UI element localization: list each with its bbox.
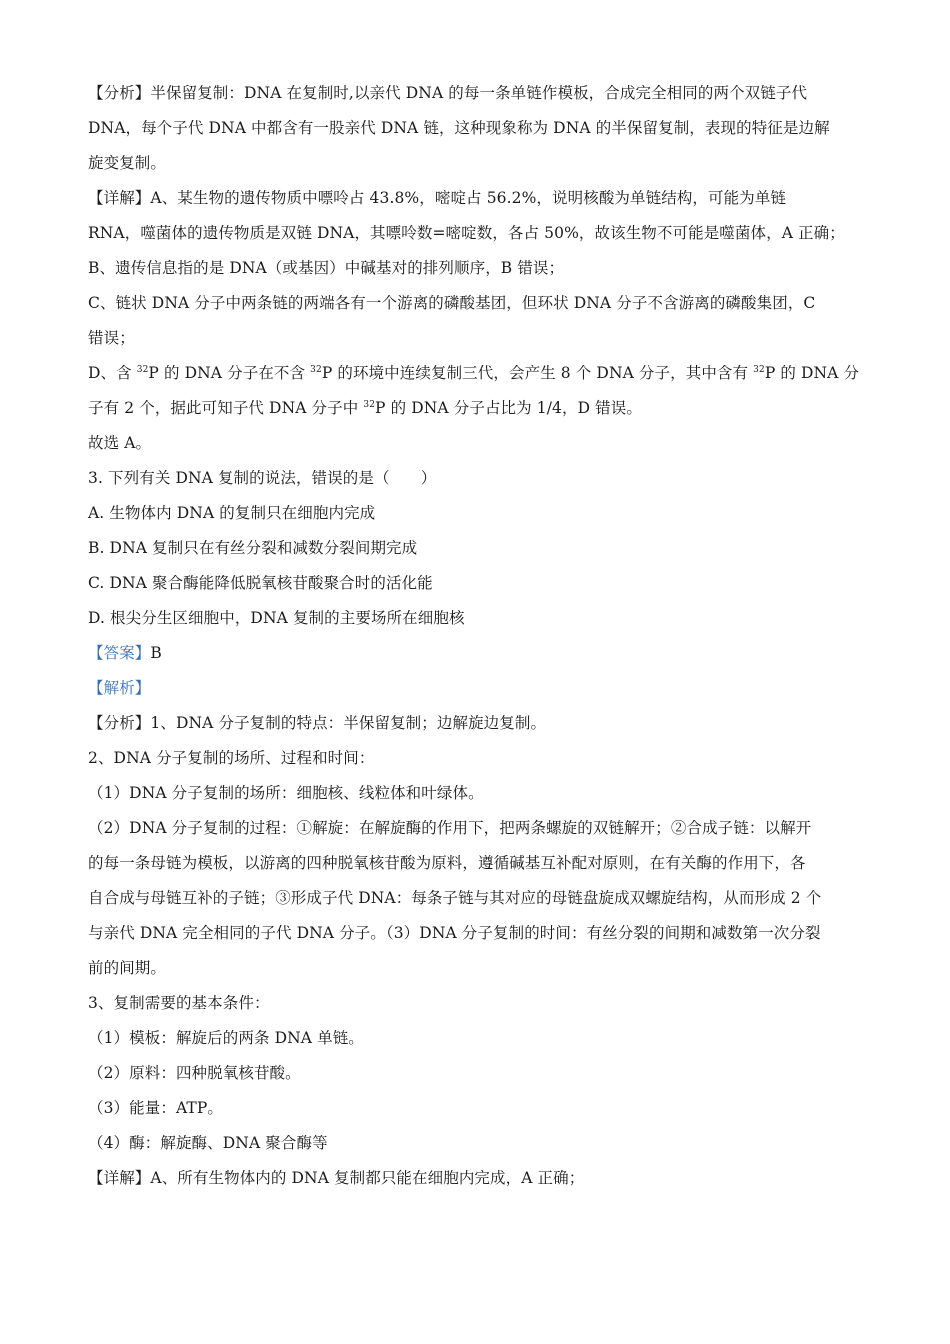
explain-tag: 【解析】 xyxy=(88,679,151,697)
analysis3-line-7: 与亲代 DNA 完全相同的子代 DNA 分子。（3）DNA 分子复制的时间：有丝分裂的间期和减数第一次分裂 xyxy=(88,924,821,942)
analysis3-line-9: 3、复制需要的基本条件： xyxy=(88,994,270,1012)
superscript: 32 xyxy=(363,400,376,410)
detail-a-line-2: RNA，噬菌体的遗传物质是双链 DNA，其嘌呤数=嘧啶数，各占 50%，故该生物不可能是噬菌体，A 正确； xyxy=(88,224,845,242)
text: P 的 DNA 分子占比为 1/4，D 错误。 xyxy=(375,399,642,417)
detail-d-line-2 xyxy=(88,391,868,426)
option-b: B. DNA 复制只在有丝分裂和减数分裂间期完成 xyxy=(88,539,418,557)
option-d: D. 根尖分生区细胞中，DNA 复制的主要场所在细胞核 xyxy=(88,609,465,627)
detail-c-line-1: C、链状 DNA 分子中两条链的两端各有一个游离的磷酸基团，但环状 DNA 分子不含游离的磷酸集团，C xyxy=(88,294,816,312)
detail-a-line-1: 【详解】A、某生物的遗传物质中嘌呤占 43.8%，嘧啶占 56.2%，说明核酸为单链结构，可能为单链 xyxy=(88,189,787,207)
analysis3-line-3: （1）DNA 分子复制的场所：细胞核、线粒体和叶绿体。 xyxy=(88,784,484,802)
analysis3-line-4: （2）DNA 分子复制的过程：①解旋：在解旋酶的作用下，把两条螺旋的双链解开；②合成子链：以解开 xyxy=(88,819,812,837)
analysis3-line-5: 的每一条母链为模板，以游离的四种脱氧核苷酸为原料，遵循碱基互补配对原则，在有关酶的作用下，各 xyxy=(88,854,806,872)
text: D、含 xyxy=(88,364,137,382)
analysis-line-1: 【分析】半保留复制：DNA 在复制时,以亲代 DNA 的每一条单链作模板，合成完全相同的两个双链子代 xyxy=(88,84,808,102)
superscript: 32 xyxy=(310,365,322,375)
analysis3-line-13: （4）酶：解旋酶、DNA 聚合酶等 xyxy=(88,1134,328,1152)
question-stem: 3. 下列有关 DNA 复制的说法，错误的是（ ） xyxy=(88,469,437,487)
text: P 的 DNA 分 xyxy=(764,364,860,382)
answer-value: B xyxy=(150,644,162,662)
analysis3-line-8: 前的间期。 xyxy=(88,959,167,977)
text: 子有 2 个，据此可知子代 DNA 分子中 xyxy=(88,399,364,417)
detail3-line-1: 【详解】A、所有生物体内的 DNA 复制都只能在细胞内完成，A 正确； xyxy=(88,1169,585,1187)
analysis-line-2: DNA，每个子代 DNA 中都含有一股亲代 DNA 链，这种现象称为 DNA 的半保留复制，表现的特征是边解 xyxy=(88,119,830,137)
analysis3-line-6: 自合成与母链互补的子链；③形成子代 DNA：每条子链与其对应的母链盘旋成双螺旋结构，从而形成 2 个 xyxy=(88,889,822,907)
answer-tag: 【答案】 xyxy=(88,644,151,662)
analysis3-line-1: 【分析】1、DNA 分子复制的特点：半保留复制；边解旋边复制。 xyxy=(88,714,547,732)
analysis3-line-12: （3）能量：ATP。 xyxy=(88,1099,223,1117)
option-c: C. DNA 聚合酶能降低脱氧核苷酸聚合时的活化能 xyxy=(88,574,433,592)
superscript: 32 xyxy=(136,365,149,375)
analysis3-line-2: 2、DNA 分子复制的场所、过程和时间： xyxy=(88,749,375,767)
analysis-line-3: 旋变复制。 xyxy=(88,154,167,172)
choice-line: 故选 A。 xyxy=(88,434,152,452)
superscript: 32 xyxy=(753,365,765,375)
text: P 的 DNA 分子在不含 xyxy=(148,364,311,382)
detail-b-line: B、遗传信息指的是 DNA（或基因）中碱基对的排列顺序，B 错误； xyxy=(88,259,565,277)
option-a: A. 生物体内 DNA 的复制只在细胞内完成 xyxy=(88,504,376,522)
document-page xyxy=(88,76,868,1196)
analysis3-line-11: （2）原料：四种脱氧核苷酸。 xyxy=(88,1064,301,1082)
analysis3-line-10: （1）模板：解旋后的两条 DNA 单链。 xyxy=(88,1029,364,1047)
answer-line xyxy=(88,636,868,671)
detail-d-line-1 xyxy=(88,356,868,391)
text: P 的环境中连续复制三代，会产生 8 个 DNA 分子，其中含有 xyxy=(321,364,754,382)
detail-c-line-2: 错误； xyxy=(88,329,135,347)
